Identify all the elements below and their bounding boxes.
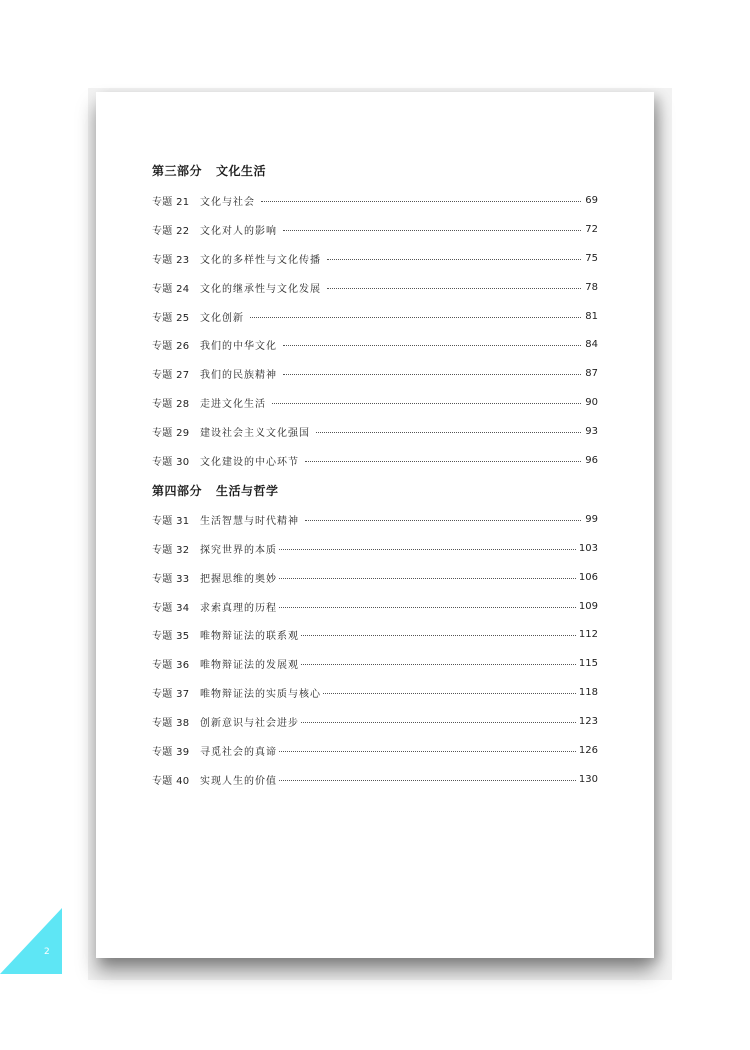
dot-leader bbox=[301, 722, 576, 723]
dot-leader bbox=[283, 230, 581, 231]
section-title: 文化生活 bbox=[216, 164, 267, 178]
toc-entry[interactable] bbox=[152, 250, 598, 266]
topic-title: 生活智慧与时代精神 bbox=[200, 515, 299, 527]
page-ref: 78 bbox=[585, 281, 598, 293]
dot-leader bbox=[279, 549, 576, 550]
toc-entry[interactable] bbox=[152, 365, 598, 381]
dot-leader bbox=[279, 607, 576, 608]
page-ref: 87 bbox=[585, 367, 598, 379]
topic-number: 专题 27 bbox=[152, 369, 190, 381]
topic-title: 文化的多样性与文化传播 bbox=[200, 254, 321, 266]
topic-title: 求索真理的历程 bbox=[200, 602, 277, 614]
toc-entry[interactable] bbox=[152, 423, 598, 439]
topic-title: 唯物辩证法的联系观 bbox=[200, 630, 299, 642]
topic-title: 走进文化生活 bbox=[200, 398, 266, 410]
dot-leader bbox=[261, 201, 581, 202]
toc-entry[interactable] bbox=[152, 684, 598, 700]
topic-number: 专题 24 bbox=[152, 283, 190, 295]
dot-leader bbox=[250, 317, 581, 318]
page-ref: 103 bbox=[578, 542, 598, 554]
page-ref: 106 bbox=[578, 571, 598, 583]
topic-number: 专题 39 bbox=[152, 746, 190, 758]
topic-title: 我们的民族精神 bbox=[200, 369, 277, 381]
topic-title: 建设社会主义文化强国 bbox=[200, 427, 310, 439]
topic-number: 专题 36 bbox=[152, 659, 190, 671]
topic-number: 专题 31 bbox=[152, 515, 190, 527]
page-ref: 93 bbox=[585, 425, 598, 437]
section-heading-part3 bbox=[152, 162, 266, 179]
topic-title: 把握思维的奥妙 bbox=[200, 573, 277, 585]
page-ref: 115 bbox=[578, 657, 598, 669]
page-ref: 99 bbox=[585, 513, 598, 525]
topic-title: 文化创新 bbox=[200, 312, 244, 324]
dot-leader bbox=[279, 780, 576, 781]
section-heading-part4 bbox=[152, 482, 279, 499]
dot-leader bbox=[272, 403, 581, 404]
toc-entry[interactable] bbox=[152, 308, 598, 324]
toc-entry[interactable] bbox=[152, 742, 598, 758]
topic-number: 专题 32 bbox=[152, 544, 190, 556]
toc-entry[interactable] bbox=[152, 771, 598, 787]
page-ref: 72 bbox=[585, 223, 598, 235]
page-ref: 123 bbox=[578, 715, 598, 727]
topic-title: 文化建设的中心环节 bbox=[200, 456, 299, 468]
toc-entry[interactable] bbox=[152, 540, 598, 556]
topic-title: 寻觅社会的真谛 bbox=[200, 746, 277, 758]
toc-entry[interactable] bbox=[152, 598, 598, 614]
page-ref: 81 bbox=[585, 310, 598, 322]
page-ref: 109 bbox=[578, 600, 598, 612]
dot-leader bbox=[283, 374, 581, 375]
toc-entry[interactable] bbox=[152, 511, 598, 527]
topic-number: 专题 37 bbox=[152, 688, 190, 700]
page-corner-tab bbox=[0, 908, 62, 974]
topic-title: 创新意识与社会进步 bbox=[200, 717, 299, 729]
page-ref: 118 bbox=[578, 686, 598, 698]
topic-number: 专题 35 bbox=[152, 630, 190, 642]
topic-number: 专题 21 bbox=[152, 196, 190, 208]
section-title: 生活与哲学 bbox=[216, 484, 279, 498]
page-ref: 69 bbox=[585, 194, 598, 206]
page-ref: 112 bbox=[578, 628, 598, 640]
topic-title: 探究世界的本质 bbox=[200, 544, 277, 556]
topic-title: 文化对人的影响 bbox=[200, 225, 277, 237]
toc-entry[interactable] bbox=[152, 452, 598, 468]
corner-tab-shape bbox=[0, 908, 62, 974]
dot-leader bbox=[301, 635, 576, 636]
topic-number: 专题 30 bbox=[152, 456, 190, 468]
dot-leader bbox=[323, 693, 576, 694]
topic-number: 专题 40 bbox=[152, 775, 190, 787]
dot-leader bbox=[283, 345, 581, 346]
toc-entry[interactable] bbox=[152, 655, 598, 671]
dot-leader bbox=[301, 664, 576, 665]
topic-title: 唯物辩证法的发展观 bbox=[200, 659, 299, 671]
topic-number: 专题 33 bbox=[152, 573, 190, 585]
page-ref: 84 bbox=[585, 338, 598, 350]
toc-entry[interactable] bbox=[152, 192, 598, 208]
topic-number: 专题 29 bbox=[152, 427, 190, 439]
dot-leader bbox=[279, 578, 576, 579]
toc-entry[interactable] bbox=[152, 279, 598, 295]
toc-entry[interactable] bbox=[152, 713, 598, 729]
topic-number: 专题 28 bbox=[152, 398, 190, 410]
topic-title: 文化的继承性与文化发展 bbox=[200, 283, 321, 295]
dot-leader bbox=[316, 432, 581, 433]
dot-leader bbox=[305, 520, 581, 521]
topic-title: 唯物辩证法的实质与核心 bbox=[200, 688, 321, 700]
page-ref: 75 bbox=[585, 252, 598, 264]
dot-leader bbox=[305, 461, 581, 462]
topic-number: 专题 25 bbox=[152, 312, 190, 324]
page-ref: 126 bbox=[578, 744, 598, 756]
toc-entry[interactable] bbox=[152, 626, 598, 642]
topic-number: 专题 26 bbox=[152, 340, 190, 352]
topic-number: 专题 23 bbox=[152, 254, 190, 266]
page-number: 2 bbox=[44, 947, 50, 957]
dot-leader bbox=[327, 259, 581, 260]
toc-entry[interactable] bbox=[152, 569, 598, 585]
page-ref: 96 bbox=[585, 454, 598, 466]
topic-title: 实现人生的价值 bbox=[200, 775, 277, 787]
topic-number: 专题 38 bbox=[152, 717, 190, 729]
toc-entry[interactable] bbox=[152, 336, 598, 352]
page-ref: 130 bbox=[578, 773, 598, 785]
dot-leader bbox=[279, 751, 576, 752]
dot-leader bbox=[327, 288, 581, 289]
toc-entry[interactable] bbox=[152, 221, 598, 237]
topic-title: 文化与社会 bbox=[200, 196, 255, 208]
section-part-label: 第三部分 bbox=[152, 164, 203, 178]
topic-title: 我们的中华文化 bbox=[200, 340, 277, 352]
page-ref: 90 bbox=[585, 396, 598, 408]
toc-entry[interactable] bbox=[152, 394, 598, 410]
section-part-label: 第四部分 bbox=[152, 484, 203, 498]
topic-number: 专题 22 bbox=[152, 225, 190, 237]
topic-number: 专题 34 bbox=[152, 602, 190, 614]
